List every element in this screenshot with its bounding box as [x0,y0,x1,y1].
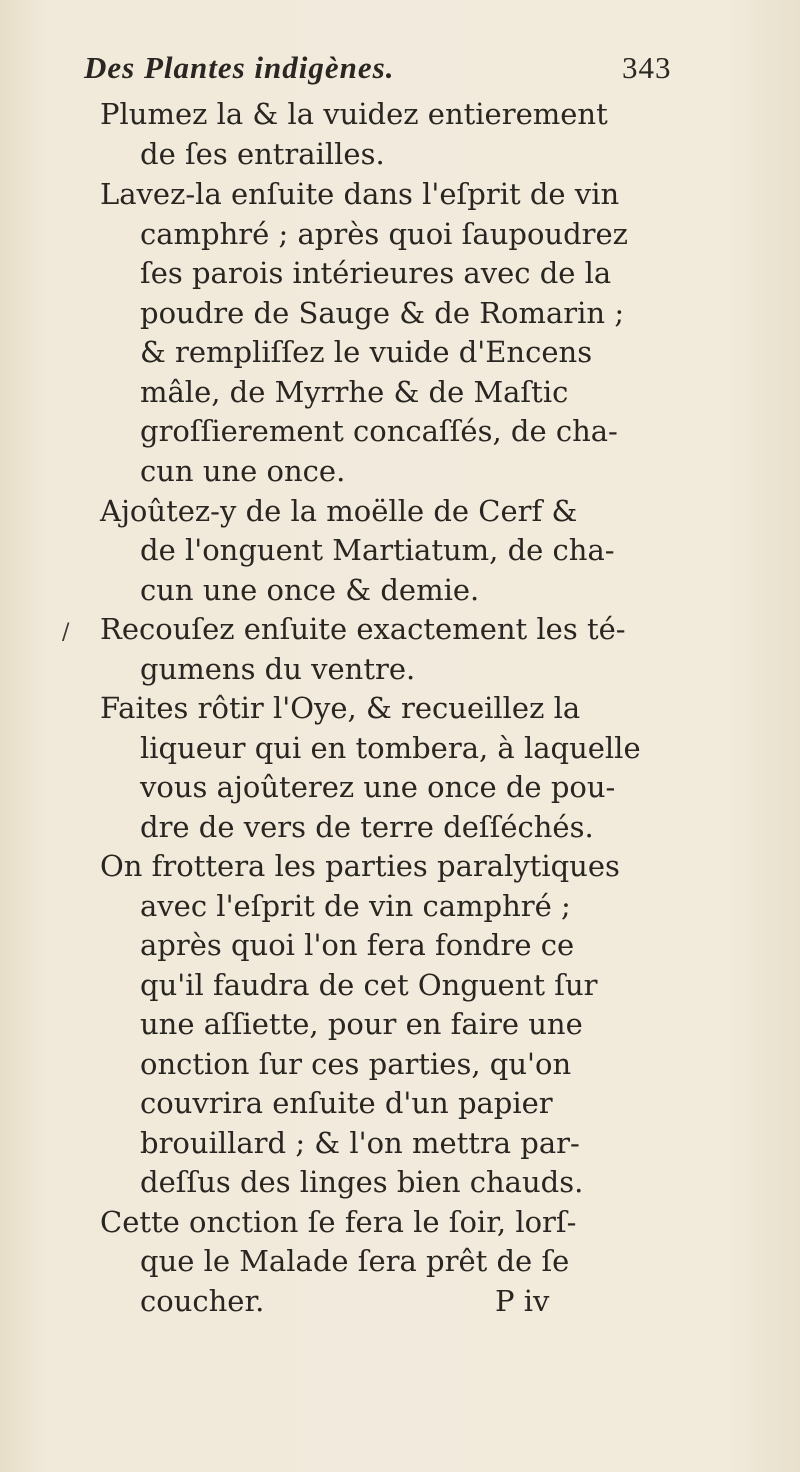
text-line: que le Malade ſera prêt de ſe [140,1244,570,1278]
margin-mark: / [62,620,70,645]
text-line: ſes parois intérieures avec de la [140,256,612,290]
text-line: Cette onction ſe fera le ſoir, lorſ- [100,1205,577,1239]
text-line: poudre de Sauge & de Romarin ; [140,296,625,330]
text-line: qu'il faudra de cet Onguent ſur [140,968,598,1002]
page-number: 343 [622,50,672,85]
text-line: On frottera les parties paralytiques [100,849,620,883]
text-line: brouillard ; & l'on mettra par- [140,1126,580,1160]
text-line: groſſierement concaſſés, de cha- [140,414,618,448]
text-line: mâle, de Myrrhe & de Maſtic [140,375,569,409]
text-line: onction ſur ces parties, qu'on [140,1047,572,1081]
text-line: Faites rôtir l'Oye, & recueillez la [100,691,581,725]
text-line: Ajoûtez-y de la moëlle de Cerf & [100,494,578,528]
text-line: & rempliſſez le vuide d'Encens [140,335,593,369]
running-title: Des Plantes indigènes. [84,50,395,85]
signature-mark: P iv [495,1284,550,1318]
text-line: après quoi l'on fera fondre ce [140,928,575,962]
text-line: Lavez-la enſuite dans l'eſprit de vin [100,177,620,211]
text-line: deſſus des linges bien chauds. [140,1165,584,1199]
text-line: couvrira enſuite d'un papier [140,1086,553,1120]
text-line: de ſes entrailles. [140,137,385,171]
text-line: de l'onguent Martiatum, de cha- [140,533,615,567]
text-line: cun une once & demie. [140,573,480,607]
text-line: avec l'eſprit de vin camphré ; [140,889,571,923]
text-line: dre de vers de terre deſſéchés. [140,810,594,844]
text-line: cun une once. [140,454,346,488]
text-line: Plumez la & la vuidez entierement [100,97,608,131]
text-line: camphré ; après quoi ſaupoudrez [140,217,628,251]
text-line: gumens du ventre. [140,652,416,686]
text-line: Recouſez enſuite exactement les té- [100,612,626,646]
text-line: coucher. [140,1284,265,1318]
running-header [84,50,684,86]
text-line: une aſſiette, pour en faire une [140,1007,583,1041]
text-line: liqueur qui en tombera, à laquelle [140,731,641,765]
text-line: vous ajoûterez une once de pou- [140,770,616,804]
